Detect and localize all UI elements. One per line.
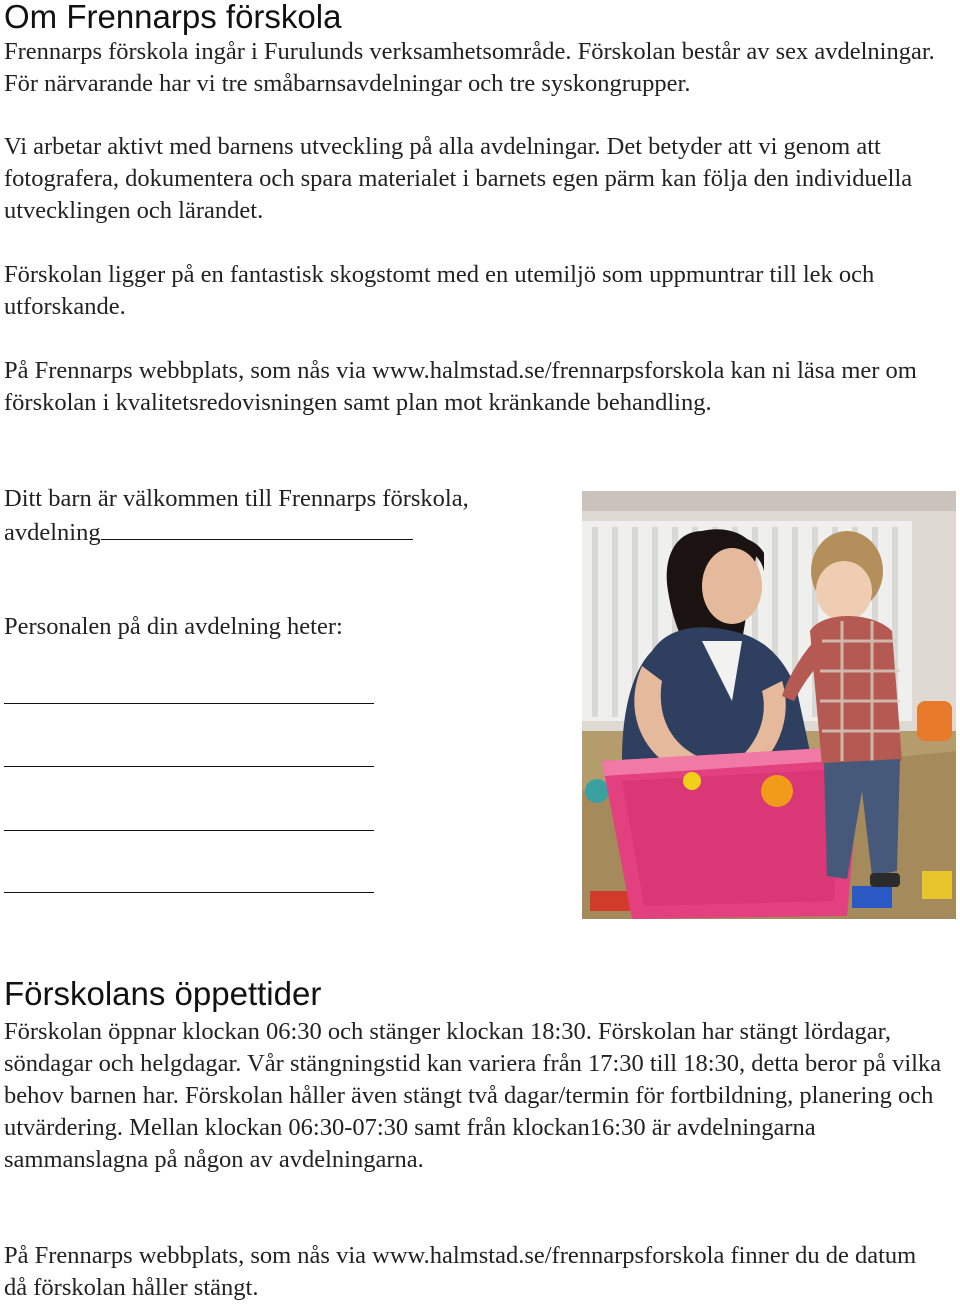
section-title-opening-hours: Förskolans öppettider: [4, 975, 322, 1012]
welcome-line-2: avdelning: [4, 519, 101, 546]
staff-blank-line: [4, 766, 374, 767]
department-blank-line: [101, 515, 413, 540]
welcome-line-1: Ditt barn är välkommen till Frennarps förskola,: [4, 485, 469, 512]
photo-woman-and-child: [582, 491, 956, 919]
about-paragraph-2: Vi arbetar aktivt med barnens utveckling på alla avdelningar. Det betyder att vi genom att fotografera, dokumentera och spara materialet i barnets egen pärm kan följa den individuella utvecklingen och lärandet.: [4, 133, 913, 224]
opening-hours-website-paragraph: På Frennarps webbplats, som nås via www.halmstad.se/frennarpsforskola finner du de datum då förskolan håller stängt.: [4, 1242, 917, 1301]
staff-blank-line: [4, 892, 374, 893]
about-paragraph-1: Frennarps förskola ingår i Furulunds verksamhetsområde. Förskolan består av sex avdelningar. För närvarande har vi tre småbarnsavdelningar och tre syskongrupper.: [4, 38, 935, 97]
staff-blank-line: [4, 703, 374, 704]
about-paragraph-website: På Frennarps webbplats, som nås via www.halmstad.se/frennarpsforskola kan ni läsa mer om förskolan i kvalitetsredovisningen samt plan mot kränkande behandling.: [4, 357, 917, 416]
staff-blank-line: [4, 830, 374, 831]
about-paragraph-3: Förskolan ligger på en fantastisk skogstomt med en utemiljö som uppmuntrar till lek och utforskande.: [4, 261, 875, 320]
staff-label: Personalen på din avdelning heter:: [4, 613, 343, 640]
section-title-about: Om Frennarps förskola: [4, 0, 342, 35]
opening-hours-paragraph: Förskolan öppnar klockan 06:30 och stänger klockan 18:30. Förskolan har stängt lördagar, söndagar och helgdagar. Vår stängningstid kan variera från 17:30 till 18:30, detta beror på vilka behov barnen har. Förskolan håller även stängt två dagar/termin för fortbildning, planering och utvärdering. Mellan klockan 06:30-07:30 samt från klockan16:30 är avdelningarna sammanslagna på någon av avdelningarna.: [4, 1018, 942, 1173]
welcome-text: [4, 483, 564, 549]
